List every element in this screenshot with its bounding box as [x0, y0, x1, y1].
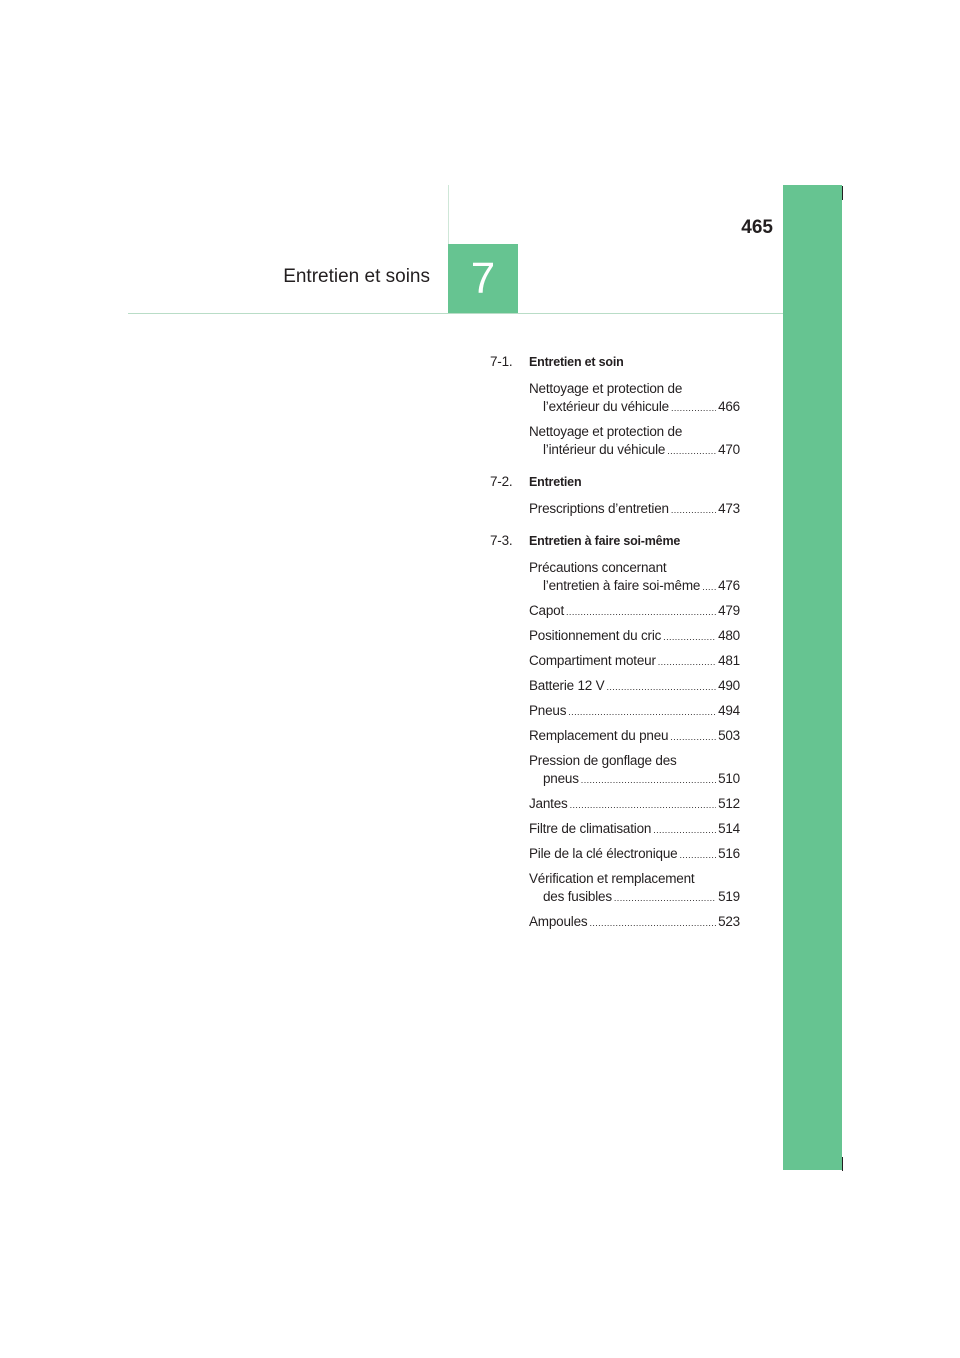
- toc-leader-dots: [667, 442, 716, 460]
- toc-entry-page: 514: [718, 821, 740, 836]
- toc-entry-title-line: Nettoyage et protection de: [529, 424, 683, 439]
- header-horizontal-rule: [128, 313, 783, 314]
- toc-section-heading: [490, 354, 740, 374]
- toc-section-heading: [490, 533, 740, 553]
- toc-entry-title-line: Pression de gonflage des: [529, 753, 677, 768]
- toc-entry[interactable]: [529, 795, 740, 814]
- toc-entry-page: 476: [718, 578, 740, 593]
- toc-entry-title: Ampoules: [529, 914, 588, 929]
- toc-leader-dots: [568, 703, 716, 721]
- toc-entry-page: 523: [718, 914, 740, 929]
- toc-section-number: 7-2.: [490, 474, 513, 489]
- toc-entry-page: 512: [718, 796, 740, 811]
- toc-entry[interactable]: [529, 870, 740, 907]
- toc-section: [490, 354, 740, 460]
- toc-entry-title: Compartiment moteur: [529, 653, 656, 668]
- toc-entry[interactable]: [529, 845, 740, 864]
- toc-entry[interactable]: [529, 602, 740, 621]
- chapter-number-box: [448, 244, 518, 313]
- toc-entry[interactable]: [529, 727, 740, 746]
- toc-entry[interactable]: [529, 702, 740, 721]
- toc-entry-title: Remplacement du pneu: [529, 728, 669, 743]
- toc-leader-dots: [679, 846, 716, 864]
- toc-entry-title: des fusibles: [543, 889, 612, 904]
- toc-entry-title: l’intérieur du véhicule: [543, 442, 666, 457]
- toc-leader-dots: [606, 678, 716, 696]
- toc-section-heading: [490, 474, 740, 494]
- toc-leader-dots: [570, 796, 716, 814]
- toc-section-number: 7-3.: [490, 533, 513, 548]
- toc-section-title: Entretien: [529, 475, 582, 489]
- toc-entry[interactable]: [529, 652, 740, 671]
- toc-section-title: Entretien à faire soi-même: [529, 534, 681, 548]
- toc-entry-page: 470: [718, 442, 740, 457]
- toc-leader-dots: [663, 628, 716, 646]
- toc-entry[interactable]: [529, 500, 740, 519]
- toc-entry-page: 503: [718, 728, 740, 743]
- toc-entry-page: 479: [718, 603, 740, 618]
- toc-entry-title: Pneus: [529, 703, 567, 718]
- toc-entry-title: Jantes: [529, 796, 568, 811]
- toc-entry-page: 490: [718, 678, 740, 693]
- toc-section-number: 7-1.: [490, 354, 513, 369]
- toc-entry-page: 466: [718, 399, 740, 414]
- chapter-title: Entretien et soins: [283, 266, 430, 287]
- toc-section: [490, 474, 740, 519]
- toc-entry-page: 510: [718, 771, 740, 786]
- toc-entry-page: 516: [718, 846, 740, 861]
- toc-leader-dots: [671, 501, 716, 519]
- toc-entry-page: 494: [718, 703, 740, 718]
- toc-entry-title-line: Vérification et remplacement: [529, 871, 695, 886]
- toc-leader-dots: [670, 728, 716, 746]
- toc-entry-title: Pile de la clé électronique: [529, 846, 678, 861]
- toc-entry-page: 473: [718, 501, 740, 516]
- toc-section: [490, 533, 740, 932]
- toc-entry-page: 519: [718, 889, 740, 904]
- toc-entry-title: pneus: [543, 771, 579, 786]
- toc-leader-dots: [614, 889, 716, 907]
- toc-entry-title: Prescriptions d’entretien: [529, 501, 669, 516]
- toc-entry[interactable]: [529, 559, 740, 596]
- table-of-contents: [490, 354, 740, 946]
- toc-leader-dots: [653, 821, 716, 839]
- toc-entry[interactable]: [529, 752, 740, 789]
- toc-leader-dots: [702, 578, 716, 596]
- toc-section-title: Entretien et soin: [529, 355, 624, 369]
- toc-entry-title: Filtre de climatisation: [529, 821, 652, 836]
- page-number: 465: [741, 217, 773, 238]
- toc-leader-dots: [671, 399, 716, 417]
- toc-entry-page: 481: [718, 653, 740, 668]
- toc-leader-dots: [589, 914, 716, 932]
- toc-leader-dots: [658, 653, 716, 671]
- toc-entry[interactable]: [529, 913, 740, 932]
- toc-entry-title: Capot: [529, 603, 565, 618]
- toc-entry[interactable]: [529, 380, 740, 417]
- toc-entry-title-line: Précautions concernant: [529, 560, 667, 575]
- toc-entry[interactable]: [529, 820, 740, 839]
- toc-entry[interactable]: [529, 627, 740, 646]
- toc-entry-title-line: Nettoyage et protection de: [529, 381, 683, 396]
- toc-entry-title: l’extérieur du véhicule: [543, 399, 669, 414]
- crop-mark-bottom: [842, 1157, 843, 1171]
- toc-entry-title: Positionnement du cric: [529, 628, 662, 643]
- toc-entry[interactable]: [529, 677, 740, 696]
- header-vertical-rule: [448, 185, 449, 244]
- chapter-number: 7: [470, 254, 496, 303]
- toc-entry-page: 480: [718, 628, 740, 643]
- toc-leader-dots: [566, 603, 716, 621]
- toc-leader-dots: [581, 771, 716, 789]
- chapter-side-tab: [783, 185, 842, 1170]
- toc-entry[interactable]: [529, 423, 740, 460]
- toc-entry-title: l’entretien à faire soi-même: [543, 578, 701, 593]
- toc-entry-title: Batterie 12 V: [529, 678, 605, 693]
- crop-mark-top: [842, 186, 843, 200]
